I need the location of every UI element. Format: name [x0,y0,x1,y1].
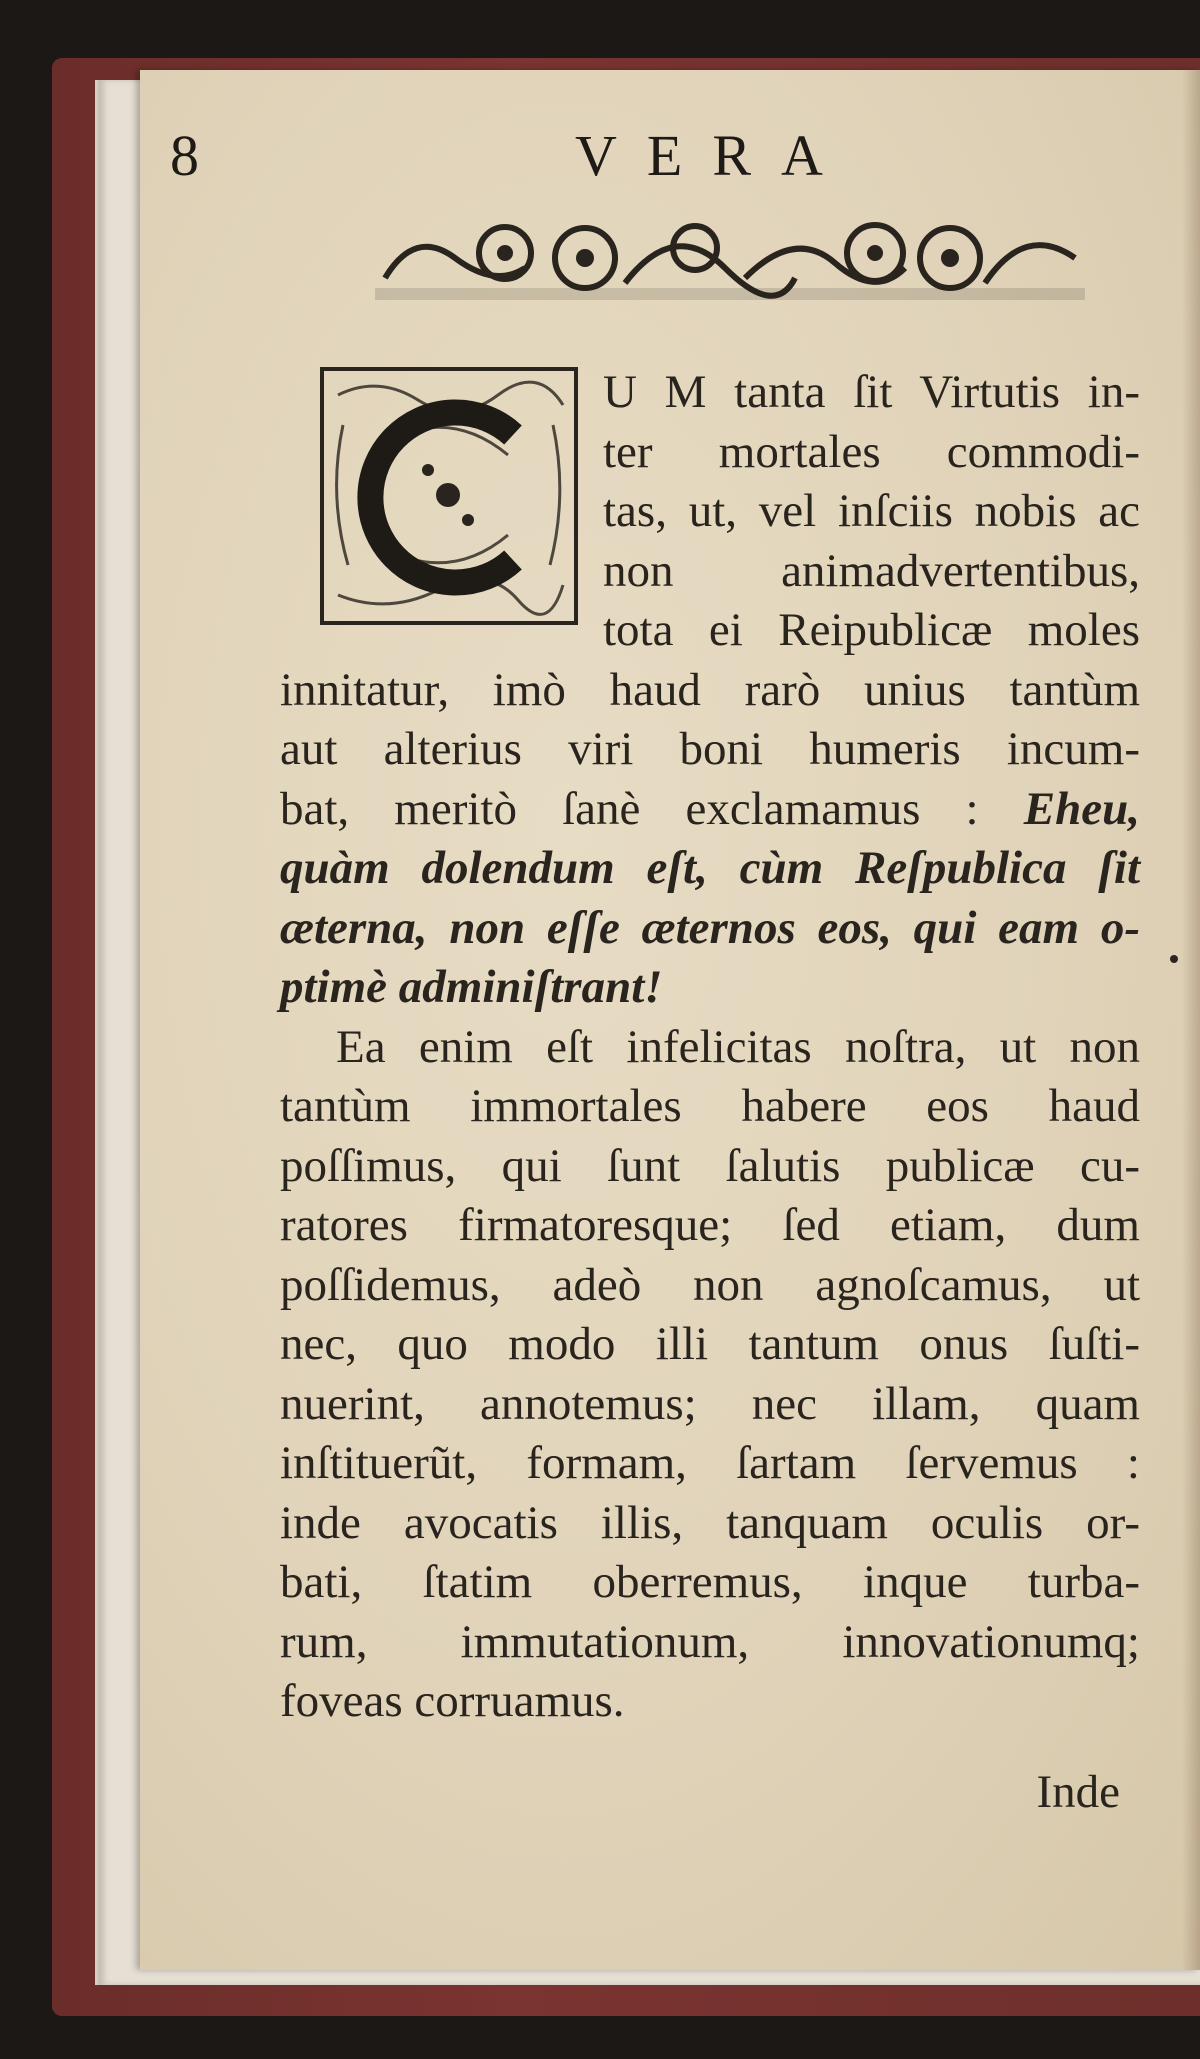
page-edge [1182,70,1200,1970]
text-line: non animadvertentibus, [603,544,1140,597]
text-line: foveas corruamus. [280,1675,625,1727]
text-line: ter mortales commodi- [603,425,1140,478]
text-line: poſſidemus, adeò non agnoſcamus, ut [280,1258,1140,1311]
text-line: inde avocatis illis, tanquam oculis or- [280,1496,1140,1549]
text-line: innitatur, imò haud rarò unius tantùm [280,663,1140,716]
text-line: poſſimus, qui ſunt ſalutis publicæ cu- [280,1139,1140,1192]
text-line: tas, ut, vel inſciis nobis ac [603,485,1140,537]
text-line: rum, immutationum, innovationumq; [280,1615,1140,1668]
italic-line: ptimè adminiſtrant! [280,961,663,1013]
page-number: 8 [170,123,199,188]
text-line: nec, quo modo illi tantum onus ſuſti- [280,1318,1140,1370]
italic-line: æterna, non eſſe æternos eos, qui eam o- [280,901,1140,954]
text-line: inſtituerũt, formam, ſartam ſervemus : [280,1437,1140,1489]
text-line: ratores firmatoresque; ſed etiam, dum [280,1199,1140,1251]
page-header [170,122,950,192]
text-line: aut alterius viri boni humeris incum- [280,723,1140,775]
italic-line: quàm dolendum eſt, cùm Reſpublica ſit [280,842,1140,894]
italic-segment: Eheu, [1023,782,1141,835]
catchword: Inde [1036,1766,1120,1818]
running-head: VERA [575,123,853,188]
text-line: tota ei Reipublicæ moles [603,604,1140,656]
ink-dot [1170,955,1178,963]
floral-headpiece-icon [375,208,1085,308]
text-line: Ea enim eſt infelicitas noſtra, ut non [336,1020,1140,1073]
text-line: tantùm immortales habere eos haud [280,1080,1140,1132]
text-line: bati, ſtatim oberremus, inque turba- [280,1556,1140,1608]
text-line: U M tanta ſit Virtutis in- [603,366,1140,418]
text-segment: bat, meritò ſanè exclamamus : [280,782,979,835]
page-text [280,363,1140,1732]
text-line: nuerint, annotemus; nec illam, quam [280,1377,1140,1430]
text-line [280,780,1140,840]
